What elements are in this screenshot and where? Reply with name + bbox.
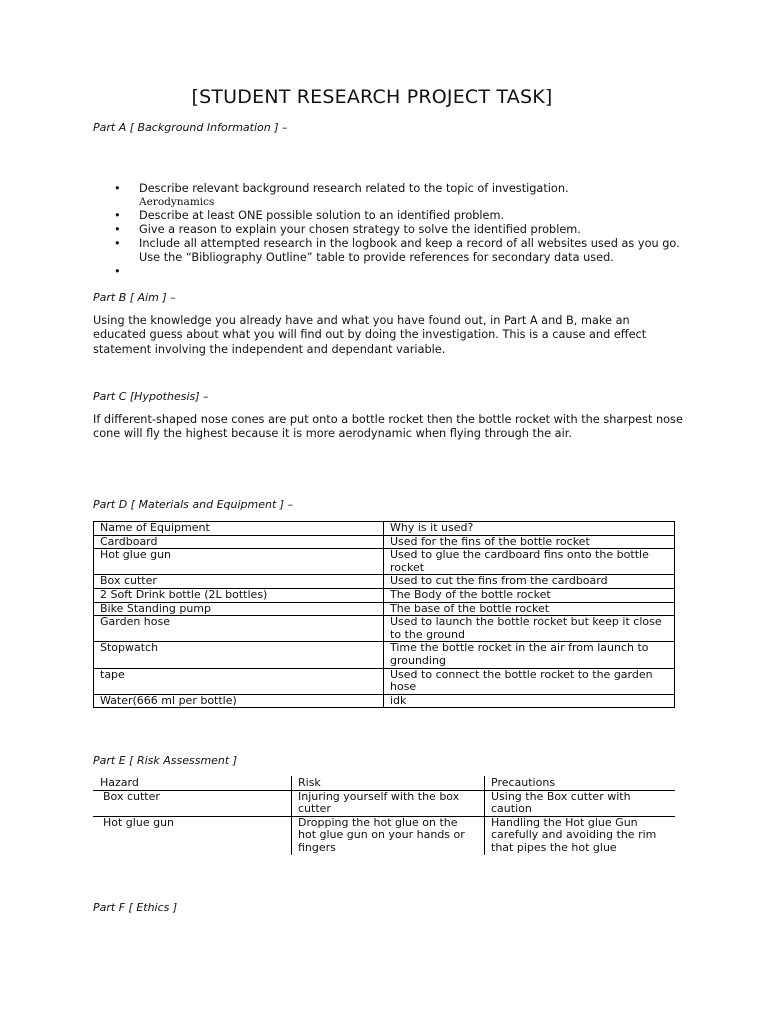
part-b-text: Using the knowledge you already have and what you have found out, in Part A and B, make an educated guess about what you will find out by doing the investigation. This is a cause and effect statement involving the independent and dependant variable. <box>93 314 647 356</box>
table-cell: The Body of the bottle rocket <box>384 588 675 602</box>
table-cell: tape <box>94 668 384 694</box>
table-cell: Bike Standing pump <box>94 602 384 616</box>
bullet-text: Include all attempted research in the logbook and keep a record of all websites used as you go. Use the “Bibliography Outline” table to provide references for secondary data used. <box>139 237 680 264</box>
table-header-row <box>94 522 675 536</box>
risk-assessment-table <box>93 776 675 855</box>
table-row <box>93 790 675 816</box>
table-cell: Time the bottle rocket in the air from launch to grounding <box>384 642 675 668</box>
bullet-text: Describe at least ONE possible solution to an identified problem. <box>139 209 505 222</box>
list-item <box>93 209 683 223</box>
bullet-icon: • <box>114 223 121 236</box>
bullet-icon: • <box>114 209 121 222</box>
table-cell: Hot glue gun <box>94 549 384 575</box>
bullet-icon: • <box>114 182 121 195</box>
table-cell: The base of the bottle rocket <box>384 602 675 616</box>
list-item <box>93 182 683 209</box>
bullet-text: Describe relevant background research related to the topic of investigation. <box>139 182 569 195</box>
table-row <box>94 668 675 694</box>
table-row <box>94 549 675 575</box>
part-a-bullet-list <box>93 182 683 279</box>
equipment-table <box>93 521 675 708</box>
list-item <box>93 223 683 237</box>
table-cell: Used to launch the bottle rocket but keep it close to the ground <box>384 616 675 642</box>
part-c-heading: Part C [Hypothesis] – <box>93 390 209 403</box>
part-b-heading: Part B [ Aim ] – <box>93 291 176 304</box>
list-item-empty <box>93 265 683 279</box>
table-row <box>93 816 675 854</box>
table-cell: Stopwatch <box>94 642 384 668</box>
table-cell: Dropping the hot glue on the hot glue gun on your hands or fingers <box>292 816 485 854</box>
part-a-heading: Part A [ Background Information ] – <box>93 121 288 134</box>
bullet-text: Give a reason to explain your chosen strategy to solve the identified problem. <box>139 223 581 236</box>
table-header-cell: Risk <box>292 776 485 790</box>
page-title: [STUDENT RESEARCH PROJECT TASK] <box>191 86 553 108</box>
table-cell: Box cutter <box>93 790 292 816</box>
table-cell: Garden hose <box>94 616 384 642</box>
table-cell: Injuring yourself with the box cutter <box>292 790 485 816</box>
part-d-heading: Part D [ Materials and Equipment ] – <box>93 498 294 511</box>
table-row <box>94 694 675 708</box>
bullet-icon: • <box>114 237 121 250</box>
table-cell: Cardboard <box>94 535 384 549</box>
table-header-cell: Why is it used? <box>384 522 675 536</box>
table-header-cell: Name of Equipment <box>94 522 384 536</box>
table-cell: Used for the fins of the bottle rocket <box>384 535 675 549</box>
list-item <box>93 237 683 265</box>
table-row <box>94 588 675 602</box>
table-cell: 2 Soft Drink bottle (2L bottles) <box>94 588 384 602</box>
table-row <box>94 535 675 549</box>
table-row <box>94 575 675 589</box>
table-row <box>94 642 675 668</box>
table-cell: Used to cut the fins from the cardboard <box>384 575 675 589</box>
table-cell: idk <box>384 694 675 708</box>
part-e-heading: Part E [ Risk Assessment ] <box>93 754 238 767</box>
table-cell: Used to connect the bottle rocket to the garden hose <box>384 668 675 694</box>
table-cell: Hot glue gun <box>103 815 175 829</box>
part-c-text: If different-shaped nose cones are put onto a bottle rocket then the bottle rocket with the sharpest nose cone will fly the highest because it is more aerodynamic when flying through the air. <box>93 413 683 441</box>
table-row <box>94 602 675 616</box>
bullet-icon: • <box>114 265 121 278</box>
bullet-note: Aerodynamics <box>139 196 215 208</box>
table-cell: Handling the Hot glue Gun carefully and avoiding the rim that pipes the hot glue <box>485 816 676 854</box>
table-cell: Water(666 ml per bottle) <box>94 694 384 708</box>
table-header-cell: Precautions <box>485 776 676 790</box>
table-cell: Used to glue the cardboard fins onto the bottle rocket <box>384 549 675 575</box>
table-header-row <box>93 776 675 790</box>
table-cell: Box cutter <box>94 575 384 589</box>
table-row <box>94 616 675 642</box>
table-cell: Using the Box cutter with caution <box>485 790 676 816</box>
part-f-heading: Part F [ Ethics ] <box>93 901 178 914</box>
table-header-cell: Hazard <box>93 776 292 790</box>
